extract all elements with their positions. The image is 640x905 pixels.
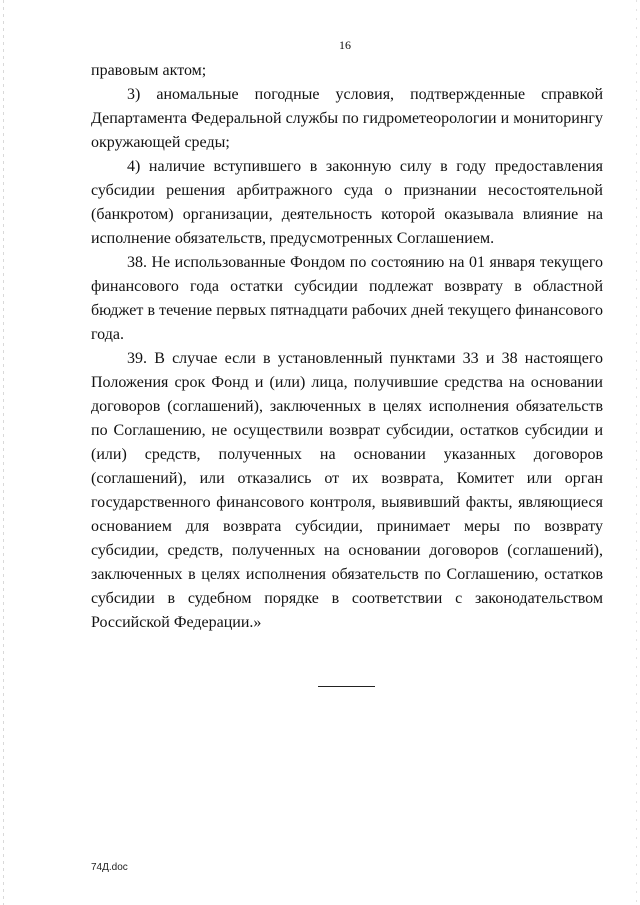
footer-filename: 74Д.doc — [91, 862, 128, 873]
closing-divider-line — [318, 686, 375, 687]
scan-edge-left — [3, 0, 4, 905]
document-body — [91, 59, 603, 635]
paragraph-clause-38: 38. Не использованные Фондом по состоянию на 01 января текущего финансового года остатки субсидии подлежат возврату в областной бюджет в течение первых пятнадцати рабочих дней текущего финансового года. — [91, 254, 603, 343]
scan-edge-right — [636, 0, 637, 905]
paragraph-clause-39: 39. В случае если в установленный пунктами 33 и 38 настоящего Положения срок Фонд и (или) лица, получившие средства на основании договоров (соглашений), заключенных в целях исполнения обязательств по Соглашению, не осуществили возврат субсидии, остатков субсидии и (или) средств, полученных на основании указанных договоров (соглашений), или отказались от их возврата, Комитет или орган государственного финансового контроля, выявивший факты, являющиеся основанием для возврата субсидии, принимает меры по возврату субсидии, средств, полученных на основании договоров (соглашений), заключенных в целях исполнения обязательств по Соглашению, остатков субсидии в судебном порядке в соответствии с законодательством Российской Федерации.» — [91, 350, 603, 631]
paragraph-item-4: 4) наличие вступившего в законную силу в году предоставления субсидии решения арбитражного суда о признании несостоятельной (банкротом) организации, деятельность которой оказывала влияние на исполнение обязательств, предусмотренных Соглашением. — [91, 158, 603, 247]
page-number: 16 — [339, 38, 351, 52]
paragraph-item-3: 3) аномальные погодные условия, подтвержденные справкой Департамента Федеральной службы по гидрометеорологии и мониторингу окружающей среды; — [91, 86, 603, 151]
paragraph-continuation: правовым актом; — [91, 62, 207, 79]
